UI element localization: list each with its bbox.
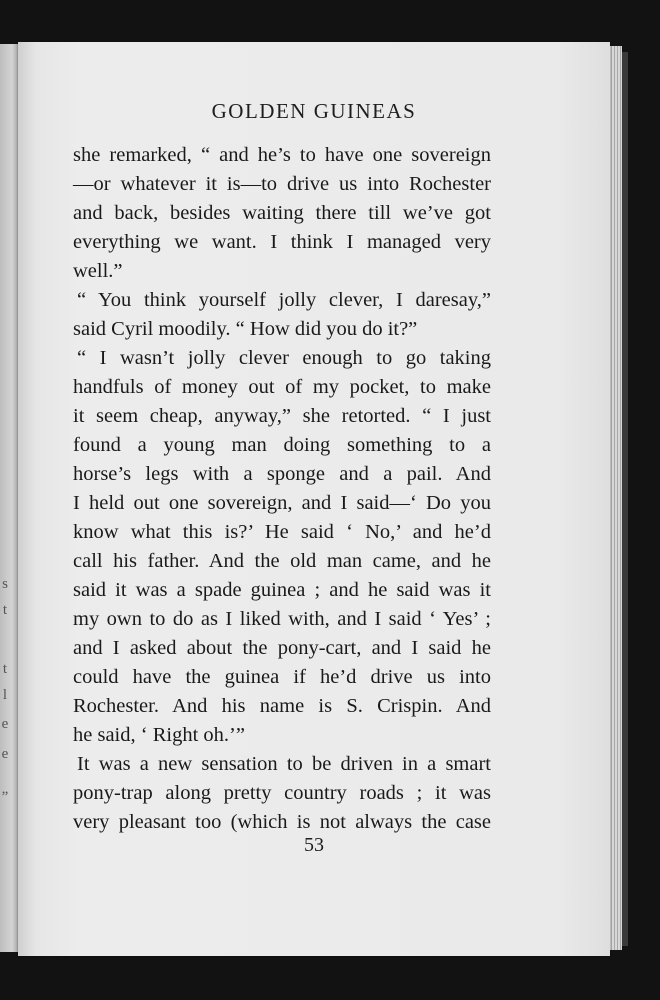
text-line: she remarked, “ and he’s to have one sovereign: [73, 144, 491, 166]
text-line: know what this is?’ He said ‘ No,’ and he’d: [73, 521, 491, 543]
text-line: said Cyril moodily. “ How did you do it?”: [73, 318, 418, 340]
facing-page-edge: [0, 44, 20, 952]
text-line: he said, ‘ Right oh.’”: [73, 724, 245, 746]
facing-page-fragment: e: [1, 716, 9, 732]
text-line: horse’s legs with a sponge and a pail. And: [73, 463, 491, 485]
text-line: Rochester. And his name is S. Crispin. And: [73, 695, 491, 717]
text-line: handfuls of money out of my pocket, to make: [73, 376, 491, 398]
text-line: and I asked about the pony-cart, and I said he: [73, 637, 491, 659]
facing-page-fragment: e: [1, 746, 9, 762]
facing-page-fragment: ”: [1, 789, 9, 805]
running-head: GOLDEN GUINEAS: [211, 99, 417, 123]
text-line: —or whatever it is—to drive us into Rochester: [73, 173, 491, 195]
text-line: and back, besides waiting there till we’ve got: [73, 202, 491, 224]
page-edges-shadow: [622, 52, 628, 946]
text-line: my own to do as I liked with, and I said ‘ Yes’ ;: [73, 608, 491, 630]
facing-page-fragment: l: [2, 687, 8, 703]
text-line: it seem cheap, anyway,” she retorted. “ I just: [73, 405, 491, 427]
text-line: I held out one sovereign, and I said—‘ Do you: [73, 492, 491, 514]
text-line: pony-trap along pretty country roads ; it was: [73, 782, 491, 804]
text-line: “ I wasn’t jolly clever enough to go taking: [77, 347, 491, 369]
text-line: found a young man doing something to a: [73, 434, 491, 456]
text-line: could have the guinea if he’d drive us into: [73, 666, 491, 688]
facing-page-fragment: t: [2, 661, 8, 677]
facing-page-fragment: t: [2, 602, 8, 618]
body-text: [73, 141, 491, 837]
page-number: 53: [304, 834, 324, 856]
text-line: It was a new sensation to be driven in a smart: [77, 753, 491, 775]
text-line: “ You think yourself jolly clever, I daresay,”: [77, 289, 491, 311]
book-page: [18, 42, 610, 956]
text-line: everything we want. I think I managed very: [73, 231, 491, 253]
text-line: very pleasant too (which is not always the case: [73, 811, 491, 833]
text-line: call his father. And the old man came, and he: [73, 550, 491, 572]
text-line: well.”: [73, 260, 123, 282]
text-line: said it was a spade guinea ; and he said was it: [73, 579, 491, 601]
facing-page-fragment: s: [2, 576, 8, 592]
